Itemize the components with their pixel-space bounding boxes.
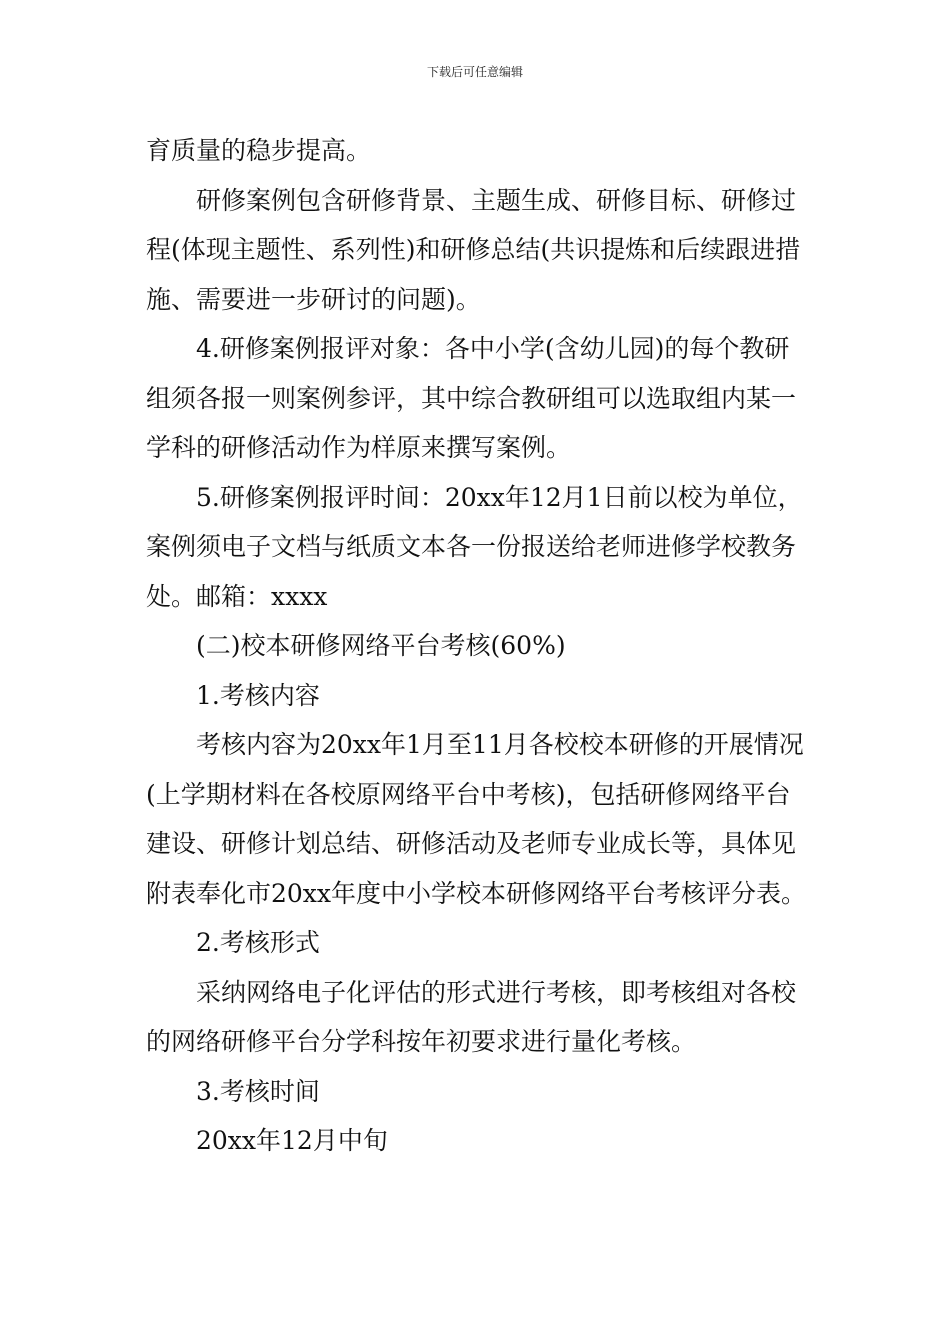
paragraph-evaluation-time: 5.研修案例报评时间：20xx年12月1日前以校为单位，案例须电子文档与纸质文本各一份报送给老师进修学校教务处。邮箱：xxxx — [146, 482, 803, 611]
paragraph-continuation: 育质量的稳步提高。 — [146, 136, 372, 165]
paragraph-assessment-content: 考核内容为20xx年1月至11月各校校本研修的开展情况(上学期材料在各校原网络平台中考核)，包括研修网络平台建设、研修计划总结、研修活动及老师专业成长等，具体见附表奉化市20xx年度中小学校本研修网络平台考核评分表。 — [146, 730, 807, 908]
document-body — [146, 126, 811, 1166]
paragraph-evaluation-target: 4.研修案例报评对象：各中小学(含幼儿园)的每个教研组须各报一则案例参评，其中综合教研组可以选取组内某一学科的研修活动作为样原来撰写案例。 — [146, 334, 797, 462]
paragraph-assessment-form: 采纳网络电子化评估的形式进行考核，即考核组对各校的网络研修平台分学科按年初要求进行量化考核。 — [146, 977, 797, 1056]
paragraph-assessment-time: 20xx年12月中旬 — [196, 1126, 388, 1155]
subheading-assessment-form: 2.考核形式 — [196, 928, 320, 957]
paragraph-case-contents: 研修案例包含研修背景、主题生成、研修目标、研修过程(体现主题性、系列性)和研修总结(共识提炼和后续跟进措施、需要进一步研讨的问题)。 — [146, 185, 801, 314]
section-heading-platform-assessment: (二)校本研修网络平台考核(60%) — [196, 631, 566, 660]
subheading-assessment-time: 3.考核时间 — [196, 1076, 320, 1106]
subheading-assessment-content: 1.考核内容 — [196, 680, 320, 710]
page-header-note: 下载后可任意编辑 — [426, 65, 523, 79]
